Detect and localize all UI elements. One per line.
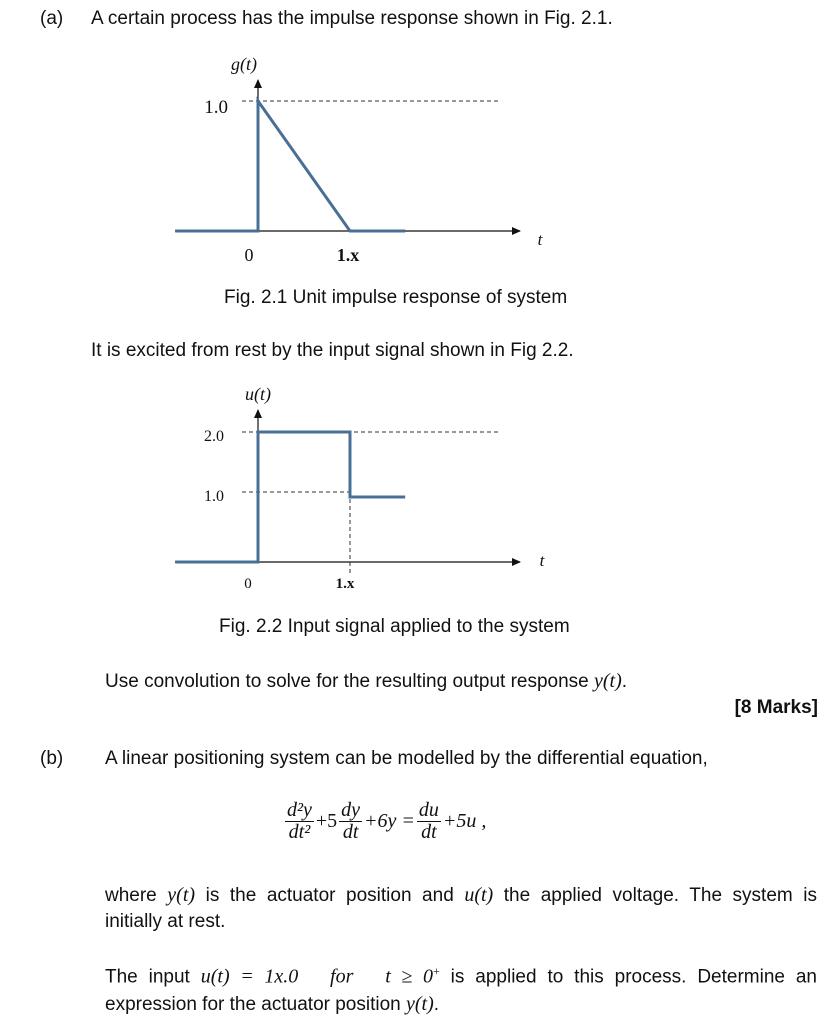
fig2-x-label: t (539, 551, 545, 570)
fig1-y-tick-label: 1.0 (204, 97, 228, 118)
fig1-y-label: g(t) (231, 54, 257, 74)
fig2-caption: Fig. 2.2 Input signal applied to the system (219, 616, 570, 637)
differential-equation (285, 800, 486, 843)
part-a-intro: A certain process has the impulse response shown in Fig. 2.1. (91, 8, 613, 29)
fig1-x-tick-label-0: 0 (244, 245, 254, 265)
input-line-2 (105, 993, 439, 1016)
fig2-x-tick-label-0: 0 (244, 576, 252, 592)
eq-plus6y: +6y = (364, 810, 415, 832)
input2-y: y(t) (406, 993, 434, 1015)
part-b-label: (b) (40, 748, 64, 769)
where-line-2: initially at rest. (105, 911, 226, 932)
fig1-x-label: t (537, 230, 543, 249)
fig1-impulse-response-line (175, 101, 405, 231)
input-math: u(t) = 1x.0 for t ≥ 0 (200, 965, 433, 988)
fig1-x-tick-label-1: 1.x (336, 245, 360, 265)
eq-term-d2y-dt2 (285, 800, 314, 843)
fig2-y-tick-label-2: 2.0 (204, 428, 224, 445)
eq-term-du-dt (417, 800, 441, 843)
input2-a: expression for the actuator position (105, 994, 407, 1015)
eq-t3-num: du (418, 799, 439, 821)
part-b-intro: A linear positioning system can be modelled by the differential equation, (105, 748, 708, 769)
question-prefix: Use convolution to solve for the resulting output response (105, 671, 595, 692)
input-b: is applied to this process. Determine an (439, 966, 818, 988)
question-text (105, 670, 627, 693)
eq-t3-den: dt (421, 821, 437, 843)
eq-tail: +5u , (442, 810, 487, 832)
fig2-y-tick-label-1: 1.0 (204, 488, 224, 505)
eq-term-dy-dt (339, 800, 362, 843)
eq-plus5: +5 (315, 810, 338, 832)
eq-t2-den: dt (342, 821, 359, 843)
eq-t1-num: d²y (287, 799, 312, 821)
eq-t1-den: dt² (288, 821, 311, 843)
where-a: where (105, 885, 168, 906)
fig2-x-tick-label-1: 1.x (335, 576, 355, 592)
question-suffix: . (621, 671, 628, 692)
input2-c: . (433, 994, 440, 1015)
input-a: The input (105, 966, 201, 988)
fig1-caption: Fig. 2.1 Unit impulse response of system (224, 287, 568, 308)
input-line-1 (105, 964, 817, 988)
where-u: u(t) (464, 884, 494, 906)
where-c: is the actuator position and (195, 885, 465, 906)
question-var: y(t) (594, 670, 622, 692)
where-e: the applied voltage. The system is (493, 885, 817, 906)
part-a-label: (a) (40, 8, 64, 29)
where-line-1 (105, 884, 817, 907)
excite-text: It is excited from rest by the input signal shown in Fig 2.2. (91, 340, 574, 361)
marks-label: [8 Marks] (734, 697, 818, 718)
where-y: y(t) (167, 884, 196, 906)
input-sup: + (432, 964, 440, 978)
figure-2-1-impulse-response (0, 50, 836, 285)
eq-t2-num: dy (341, 799, 361, 821)
figure-2-2-input-signal (0, 380, 836, 610)
fig2-y-label: u(t) (245, 384, 271, 404)
